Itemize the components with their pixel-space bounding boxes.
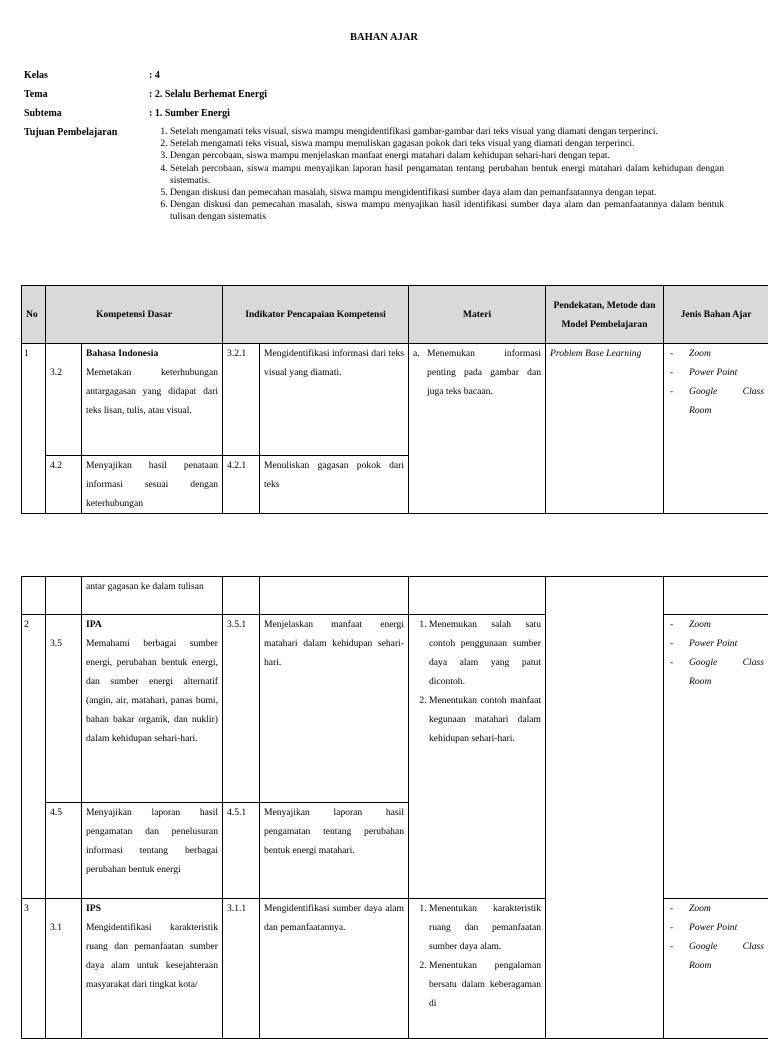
metode-cell: [546, 577, 664, 1039]
list-item: - Power Point: [668, 918, 764, 937]
ipk-text: Mengidentifikasi sumber daya alam dan pemanfaatannya.: [260, 899, 409, 1039]
materi-cell: [409, 344, 546, 514]
kd-number: 4.2: [46, 456, 82, 514]
subject-name: Bahasa Indonesia: [86, 344, 218, 363]
ipk-number: 3.1.1: [223, 899, 260, 1039]
jenis-list: [668, 344, 764, 420]
table-row: [22, 344, 768, 456]
list-item: - Power Point: [668, 634, 764, 653]
kd-text-cell: [82, 615, 223, 803]
materi-text: Menemukan informasi penting pada gambar dan juga teks bacaan.: [427, 344, 541, 401]
list-item: - Zoom: [668, 344, 764, 363]
row-no: 2: [22, 615, 46, 899]
goal-item: 5. Dengan diskusi dan pemecahan masalah, siswa mampu mengidentifikasi sumber daya alam dan pemanfaatannya dengan tepat.: [170, 187, 724, 199]
page-2: [0, 576, 768, 1024]
ipk-text: Mengidentifikasi informasi dari teks visual yang diamati.: [260, 344, 409, 456]
kd-number-cell: [46, 615, 82, 803]
jenis-cell: [664, 577, 768, 615]
list-item: - Google Class Room: [668, 382, 764, 420]
meta-label-tujuan: Tujuan Pembelajaran: [24, 127, 117, 138]
materi-list: [413, 899, 541, 1013]
kd-number: 3.2: [50, 367, 62, 378]
list-item: 2. Menentukan contoh manfaat kegunaan matahari dalam kehidupan sehari-hari.: [429, 691, 541, 748]
list-item: 2. Menentukan pengalaman bersatu dalam keberagaman di: [429, 956, 541, 1013]
ipk-number: 3.5.1: [223, 615, 260, 803]
kd-text: Menyajikan hasil penataan informasi sesuai dengan keterhubungan: [82, 456, 223, 514]
list-item: - Google Class Room: [668, 937, 764, 975]
list-item: 1. Menemukan salah satu contoh penggunaan sumber daya alam yang patut dicontoh.: [429, 615, 541, 691]
materi-cell: [409, 899, 546, 1039]
kd-text-cell: [82, 344, 223, 456]
list-item: - Google Class Room: [668, 653, 764, 691]
metode-text: Problem Base Learning: [546, 344, 664, 514]
list-item: 1. Menentukan karakteristik ruang dan pemanfaatan sumber daya alam.: [429, 899, 541, 956]
meta-label-subtema: Subtema: [24, 108, 62, 119]
kd-text: Menyajikan laporan hasil pengamatan dan penelusuran informasi tentang berbagai perubahan bentuk energi: [82, 803, 223, 899]
kd-text-cell: [82, 899, 223, 1039]
row-no: 3: [22, 899, 46, 1039]
ipk-number: 4.5.1: [223, 803, 260, 899]
list-item: - Zoom: [668, 899, 764, 918]
kd-number-cell: [46, 344, 82, 456]
meta-label-tema: Tema: [24, 89, 48, 100]
materi-cell: [409, 577, 546, 615]
ipk-number: 3.2.1: [223, 344, 260, 456]
goal-item: 4. Setelah percobaan, siswa mampu menyajikan laporan hasil pengamatan tentang perubahan bentuk energi matahari dalam kehidupan dengan sistematis.: [170, 163, 724, 187]
header-kompetensi-dasar: Kompetensi Dasar: [46, 286, 223, 344]
row-no: 1: [22, 344, 46, 514]
kd-text: antar gagasan ke dalam tulisan: [82, 577, 223, 615]
competency-table-part-1: [21, 285, 768, 514]
table-header-row: [22, 286, 768, 344]
header-indikator: Indikator Pencapaian Kompetensi: [223, 286, 409, 344]
header-no: No: [22, 286, 46, 344]
list-item: - Zoom: [668, 615, 764, 634]
ipk-text: [260, 577, 409, 615]
ipk-number: 4.2.1: [223, 456, 260, 514]
materi-marker: a.: [413, 344, 427, 401]
table-row: [22, 577, 768, 615]
row-no: [22, 577, 46, 615]
document-title: BAHAN AJAR: [0, 32, 768, 43]
meta-value-subtema: : 1. Sumber Energi: [149, 108, 230, 119]
goal-item: 3. Dengan percobaan, siswa mampu menjelaskan manfaat energi matahari dalam kehidupan sehari-hari dengan tepat.: [170, 150, 724, 162]
ipk-text: Menuliskan gagasan pokok dari teks: [260, 456, 409, 514]
jenis-cell: [664, 615, 768, 899]
meta-value-tema: : 2. Selalu Berhemat Energi: [149, 89, 267, 100]
goal-item: 2. Setelah mengamati teks visual, siswa mampu menuliskan gagasan pokok dari teks visual yang diamati dengan terperinci.: [170, 138, 724, 150]
header-metode: Pendekatan, Metode dan Model Pembelajaran: [546, 286, 664, 344]
header-jenis: Jenis Bahan Ajar: [664, 286, 768, 344]
jenis-list: [668, 615, 764, 691]
kd-text: Memahami berbagai sumber energi, perubahan bentuk energi, dan sumber energi alternatif (angin, air, matahari, panas bumi, bahan bakar organik, dan nuklir) dalam kehidupan sehari-hari.: [86, 634, 218, 748]
jenis-list: [668, 899, 764, 975]
materi-list: [413, 615, 541, 748]
materi-cell: [409, 615, 546, 899]
meta-label-kelas: Kelas: [24, 70, 48, 81]
kd-number-cell: [46, 899, 82, 1039]
kd-number: 3.1: [50, 922, 62, 933]
kd-number: 4.5: [46, 803, 82, 899]
jenis-cell: [664, 899, 768, 1039]
ipk-number: [223, 577, 260, 615]
competency-table-part-2: [21, 576, 768, 1039]
learning-goals-list: [150, 126, 724, 224]
subject-name: IPA: [86, 615, 218, 634]
goal-item: 1. Setelah mengamati teks visual, siswa mampu mengidentifikasi gambar-gambar dari teks visual yang diamati dengan terperinci.: [170, 126, 724, 138]
ipk-text: Menyajikan laporan hasil pengamatan tentang perubahan bentuk energi matahari.: [260, 803, 409, 899]
jenis-cell: [664, 344, 768, 514]
kd-text: Memetakan keterhubungan antargagasan yang didapat dari teks lisan, tulis, atau visual.: [86, 363, 218, 420]
ipk-text: Menjelaskan manfaat energi matahari dalam kehidupan sehari-hari.: [260, 615, 409, 803]
goal-item: 6. Dengan diskusi dan pemecahan masalah, siswa mampu menyajikan hasil identifikasi sumber daya alam dan pemanfaatannya dalam bentuk tulisan dengan sistematis: [170, 199, 724, 223]
page-gap: [0, 530, 768, 576]
list-item: - Power Point: [668, 363, 764, 382]
kd-number: [46, 577, 82, 615]
kd-number: 3.5: [50, 638, 62, 649]
header-materi: Materi: [409, 286, 546, 344]
meta-value-kelas: : 4: [149, 70, 160, 81]
kd-text: Mengidentifikasi karakteristik ruang dan pemanfaatan sumber daya alam untuk kesejahteraan masyarakat dari tingkat kota/: [86, 918, 218, 994]
subject-name: IPS: [86, 899, 218, 918]
